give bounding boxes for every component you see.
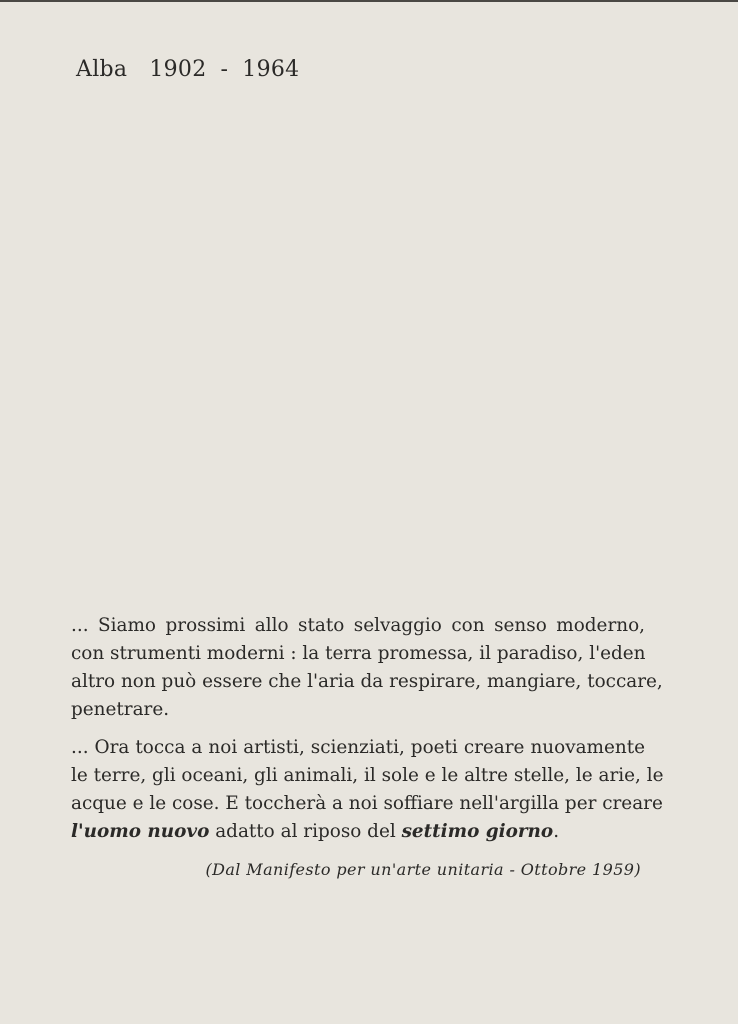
source-citation: (Dal Manifesto per un'arte unitaria - Ottobre 1959) [205, 860, 641, 879]
last-line-middle: adatto al riposo del [215, 821, 396, 842]
last-line-end: . [553, 821, 560, 842]
manifesto-text [71, 612, 664, 856]
paragraph-2-line: ... Ora tocca a noi artisti, scienziati, poeti creare nuovamente [71, 737, 645, 758]
emphasis-settimo-giorno: settimo giorno [401, 821, 554, 842]
emphasis-uomo-nuovo: l'uomo nuovo [71, 821, 210, 842]
paragraph-2-last-line [71, 818, 645, 846]
header-separator: - [220, 57, 229, 82]
paragraph-1-line: con strumenti moderni : la terra promessa, il paradiso, l'eden [71, 643, 646, 664]
header-year-end: 1964 [242, 57, 300, 82]
paragraph-1 [71, 612, 663, 724]
header-year-start: 1902 [149, 57, 207, 82]
paragraph-2-line: le terre, gli oceani, gli animali, il sole e le altre stelle, le arie, le [71, 765, 664, 786]
paragraph-2 [71, 734, 664, 846]
paragraph-1-line: ... Siamo prossimi allo stato selvaggio con senso moderno, [71, 615, 645, 636]
paragraph-1-line: penetrare. [71, 699, 170, 720]
page-header [76, 57, 299, 82]
paragraph-2-line: acque e le cose. E toccherà a noi soffiare nell'argilla per creare [71, 793, 663, 814]
page-top-edge [0, 0, 738, 2]
header-name: Alba [76, 57, 128, 82]
paragraph-1-line: altro non può essere che l'aria da respirare, mangiare, toccare, [71, 671, 663, 692]
